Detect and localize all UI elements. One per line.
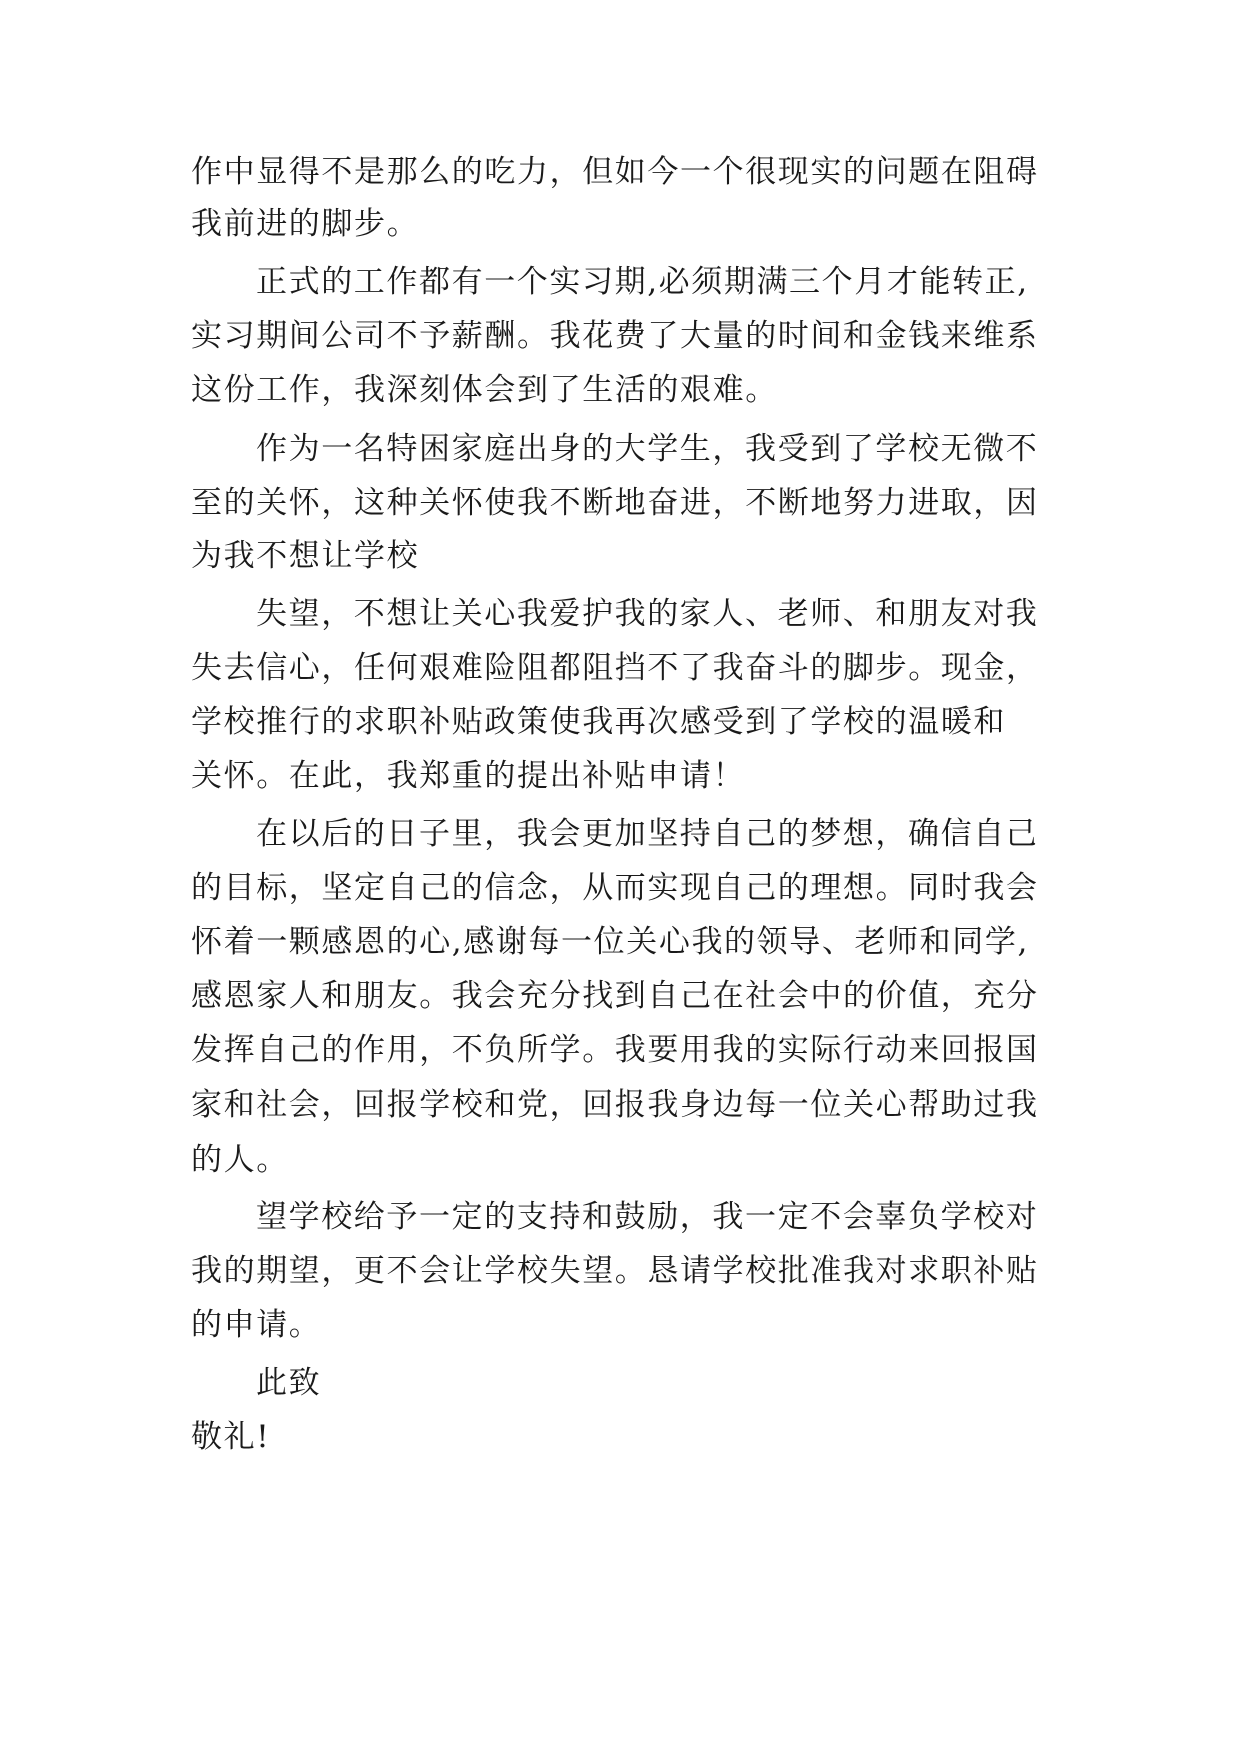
text-line: 关怀。在此，我郑重的提出补贴申请！ (191, 758, 746, 794)
text-line: 我前进的脚步。 (191, 206, 420, 242)
text-line: 作为一名特困家庭出身的大学生，我受到了学校无微不 (256, 431, 1039, 467)
text-line: 我的期望，更不会让学校失望。恳请学校批准我对求职补贴 (191, 1253, 1039, 1289)
text-line: 学校推行的求职补贴政策使我再次感受到了学校的温暖和 (191, 704, 1006, 740)
text-line: 正式的工作都有一个实习期,必须期满三个月才能转正, (256, 264, 1029, 300)
text-line: 家和社会，回报学校和党，回报我身边每一位关心帮助过我 (191, 1087, 1039, 1123)
text-line: 怀着一颗感恩的心,感谢每一位关心我的领导、老师和同学, (191, 924, 1029, 960)
text-line: 望学校给予一定的支持和鼓励，我一定不会辜负学校对 (256, 1199, 1039, 1235)
text-line: 的目标，坚定自己的信念，从而实现自己的理想。同时我会 (191, 870, 1039, 906)
text-line: 此致 (256, 1365, 322, 1401)
text-line: 的人。 (191, 1142, 289, 1178)
text-line: 的申请。 (191, 1307, 322, 1343)
text-line: 实习期间公司不予薪酬。我花费了大量的时间和金钱来维系 (191, 318, 1039, 354)
text-line: 敬礼! (191, 1419, 271, 1455)
text-line: 失望，不想让关心我爱护我的家人、老师、和朋友对我 (256, 596, 1039, 632)
text-line: 至的关怀，这种关怀使我不断地奋进，不断地努力进取，因 (191, 485, 1039, 521)
text-line: 发挥自己的作用，不负所学。我要用我的实际行动来回报国 (191, 1032, 1039, 1068)
text-line: 感恩家人和朋友。我会充分找到自己在社会中的价值，充分 (191, 978, 1039, 1014)
text-line: 为我不想让学校 (191, 538, 420, 574)
text-line: 在以后的日子里，我会更加坚持自己的梦想，确信自己 (256, 816, 1039, 852)
text-line: 作中显得不是那么的吃力，但如今一个很现实的问题在阻碍 (191, 154, 1039, 190)
text-line: 这份工作，我深刻体会到了生活的艰难。 (191, 372, 778, 408)
text-line: 失去信心，任何艰难险阻都阻挡不了我奋斗的脚步。现金， (191, 650, 1039, 686)
